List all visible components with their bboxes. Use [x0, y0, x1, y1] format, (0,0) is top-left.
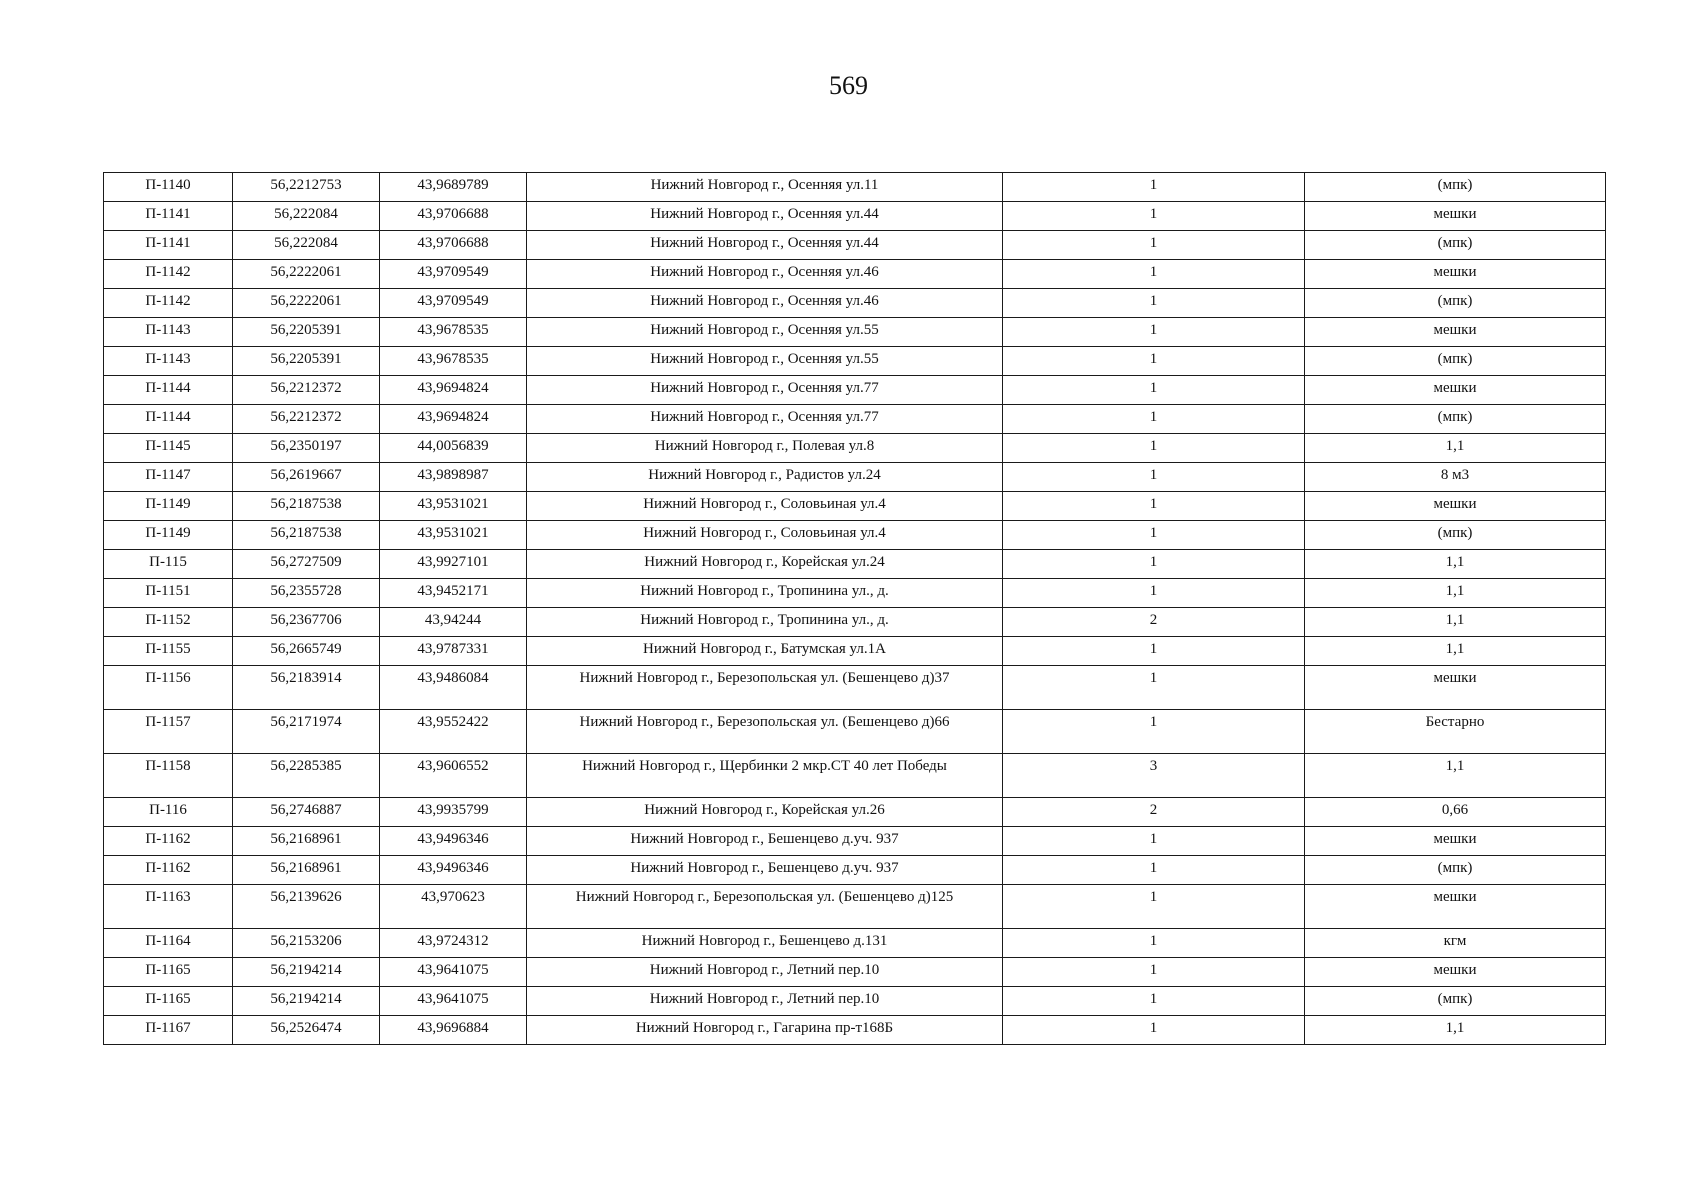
address-cell: Нижний Новгород г., Батумская ул.1А: [527, 637, 1003, 666]
table-row: [104, 260, 1606, 289]
container-type-cell: (мпк): [1305, 173, 1606, 202]
container-type-cell: 1,1: [1305, 1016, 1606, 1045]
latitude-cell: 56,2153206: [233, 929, 380, 958]
container-type-cell: мешки: [1305, 885, 1606, 929]
table-row: [104, 608, 1606, 637]
longitude-cell: 43,9678535: [380, 318, 527, 347]
container-type-cell: мешки: [1305, 202, 1606, 231]
point-id-cell: П-115: [104, 550, 233, 579]
container-count-cell: 1: [1003, 434, 1305, 463]
latitude-cell: 56,2205391: [233, 318, 380, 347]
table-row: [104, 987, 1606, 1016]
container-count-cell: 1: [1003, 710, 1305, 754]
table-row: [104, 579, 1606, 608]
point-id-cell: П-1157: [104, 710, 233, 754]
container-type-cell: мешки: [1305, 318, 1606, 347]
table-row: [104, 202, 1606, 231]
latitude-cell: 56,2285385: [233, 754, 380, 798]
address-cell: Нижний Новгород г., Полевая ул.8: [527, 434, 1003, 463]
latitude-cell: 56,2619667: [233, 463, 380, 492]
container-count-cell: 1: [1003, 347, 1305, 376]
container-count-cell: 1: [1003, 666, 1305, 710]
longitude-cell: 43,9496346: [380, 827, 527, 856]
address-cell: Нижний Новгород г., Летний пер.10: [527, 958, 1003, 987]
longitude-cell: 43,9689789: [380, 173, 527, 202]
container-count-cell: 1: [1003, 318, 1305, 347]
container-type-cell: (мпк): [1305, 987, 1606, 1016]
table-row: [104, 231, 1606, 260]
table-row: [104, 434, 1606, 463]
longitude-cell: 43,9724312: [380, 929, 527, 958]
table-row: [104, 173, 1606, 202]
address-cell: Нижний Новгород г., Осенняя ул.46: [527, 260, 1003, 289]
latitude-cell: 56,2727509: [233, 550, 380, 579]
table-row: [104, 958, 1606, 987]
latitude-cell: 56,2168961: [233, 827, 380, 856]
container-type-cell: (мпк): [1305, 231, 1606, 260]
latitude-cell: 56,2355728: [233, 579, 380, 608]
container-count-cell: 1: [1003, 929, 1305, 958]
address-cell: Нижний Новгород г., Соловьиная ул.4: [527, 521, 1003, 550]
latitude-cell: 56,2168961: [233, 856, 380, 885]
address-cell: Нижний Новгород г., Осенняя ул.46: [527, 289, 1003, 318]
point-id-cell: П-1142: [104, 260, 233, 289]
latitude-cell: 56,222084: [233, 231, 380, 260]
container-type-cell: кгм: [1305, 929, 1606, 958]
table-row: [104, 318, 1606, 347]
longitude-cell: 43,9486084: [380, 666, 527, 710]
latitude-cell: 56,2222061: [233, 260, 380, 289]
container-count-cell: 1: [1003, 637, 1305, 666]
container-count-cell: 2: [1003, 608, 1305, 637]
latitude-cell: 56,2187538: [233, 492, 380, 521]
point-id-cell: П-1144: [104, 376, 233, 405]
latitude-cell: 56,2665749: [233, 637, 380, 666]
container-count-cell: 1: [1003, 579, 1305, 608]
point-id-cell: П-1141: [104, 231, 233, 260]
longitude-cell: 43,9496346: [380, 856, 527, 885]
address-cell: Нижний Новгород г., Березопольская ул. (Бешенцево д)37: [527, 666, 1003, 710]
point-id-cell: П-1162: [104, 856, 233, 885]
latitude-cell: 56,2526474: [233, 1016, 380, 1045]
point-id-cell: П-1142: [104, 289, 233, 318]
container-type-cell: (мпк): [1305, 856, 1606, 885]
container-type-cell: 0,66: [1305, 798, 1606, 827]
longitude-cell: 44,0056839: [380, 434, 527, 463]
point-id-cell: П-1143: [104, 318, 233, 347]
table-row: [104, 376, 1606, 405]
longitude-cell: 43,9641075: [380, 958, 527, 987]
point-id-cell: П-1167: [104, 1016, 233, 1045]
container-count-cell: 1: [1003, 202, 1305, 231]
address-cell: Нижний Новгород г., Щербинки 2 мкр.СТ 40 лет Победы: [527, 754, 1003, 798]
container-count-cell: 1: [1003, 1016, 1305, 1045]
page-number: 569: [829, 71, 868, 100]
address-cell: Нижний Новгород г., Корейская ул.24: [527, 550, 1003, 579]
longitude-cell: 43,9694824: [380, 376, 527, 405]
container-type-cell: 8 м3: [1305, 463, 1606, 492]
container-count-cell: 3: [1003, 754, 1305, 798]
longitude-cell: 43,9709549: [380, 260, 527, 289]
table-row: [104, 521, 1606, 550]
address-cell: Нижний Новгород г., Осенняя ул.44: [527, 202, 1003, 231]
point-id-cell: П-1165: [104, 958, 233, 987]
address-cell: Нижний Новгород г., Березопольская ул. (Бешенцево д)125: [527, 885, 1003, 929]
container-type-cell: (мпк): [1305, 347, 1606, 376]
latitude-cell: 56,222084: [233, 202, 380, 231]
container-count-cell: 1: [1003, 550, 1305, 579]
longitude-cell: 43,9694824: [380, 405, 527, 434]
longitude-cell: 43,970623: [380, 885, 527, 929]
point-id-cell: П-1145: [104, 434, 233, 463]
latitude-cell: 56,2183914: [233, 666, 380, 710]
table-row: [104, 463, 1606, 492]
longitude-cell: 43,9552422: [380, 710, 527, 754]
container-type-cell: Бестарно: [1305, 710, 1606, 754]
latitude-cell: 56,2187538: [233, 521, 380, 550]
point-id-cell: П-1162: [104, 827, 233, 856]
table-row: [104, 1016, 1606, 1045]
point-id-cell: П-1149: [104, 521, 233, 550]
container-type-cell: мешки: [1305, 666, 1606, 710]
container-type-cell: мешки: [1305, 260, 1606, 289]
container-count-cell: 1: [1003, 231, 1305, 260]
longitude-cell: 43,9678535: [380, 347, 527, 376]
table-row: [104, 885, 1606, 929]
address-cell: Нижний Новгород г., Осенняя ул.44: [527, 231, 1003, 260]
address-cell: Нижний Новгород г., Гагарина пр-т168Б: [527, 1016, 1003, 1045]
container-type-cell: мешки: [1305, 492, 1606, 521]
address-cell: Нижний Новгород г., Осенняя ул.55: [527, 347, 1003, 376]
container-type-cell: (мпк): [1305, 289, 1606, 318]
container-type-cell: 1,1: [1305, 637, 1606, 666]
table-row: [104, 405, 1606, 434]
address-cell: Нижний Новгород г., Радистов ул.24: [527, 463, 1003, 492]
address-cell: Нижний Новгород г., Осенняя ул.77: [527, 376, 1003, 405]
latitude-cell: 56,2367706: [233, 608, 380, 637]
registry-table: [103, 172, 1606, 1045]
longitude-cell: 43,9706688: [380, 231, 527, 260]
container-count-cell: 1: [1003, 289, 1305, 318]
container-count-cell: 1: [1003, 463, 1305, 492]
container-type-cell: мешки: [1305, 376, 1606, 405]
table-row: [104, 492, 1606, 521]
longitude-cell: 43,9531021: [380, 492, 527, 521]
table-row: [104, 347, 1606, 376]
address-cell: Нижний Новгород г., Осенняя ул.55: [527, 318, 1003, 347]
container-type-cell: 1,1: [1305, 754, 1606, 798]
address-cell: Нижний Новгород г., Бешенцево д.131: [527, 929, 1003, 958]
latitude-cell: 56,2350197: [233, 434, 380, 463]
container-count-cell: 1: [1003, 987, 1305, 1016]
container-count-cell: 1: [1003, 958, 1305, 987]
table-row: [104, 827, 1606, 856]
container-type-cell: 1,1: [1305, 608, 1606, 637]
container-count-cell: 1: [1003, 173, 1305, 202]
latitude-cell: 56,2746887: [233, 798, 380, 827]
longitude-cell: 43,9706688: [380, 202, 527, 231]
point-id-cell: П-1155: [104, 637, 233, 666]
address-cell: Нижний Новгород г., Соловьиная ул.4: [527, 492, 1003, 521]
latitude-cell: 56,2205391: [233, 347, 380, 376]
container-count-cell: 1: [1003, 492, 1305, 521]
point-id-cell: П-1143: [104, 347, 233, 376]
container-count-cell: 1: [1003, 405, 1305, 434]
address-cell: Нижний Новгород г., Тропинина ул., д.: [527, 608, 1003, 637]
address-cell: Нижний Новгород г., Бешенцево д.уч. 937: [527, 856, 1003, 885]
address-cell: Нижний Новгород г., Березопольская ул. (Бешенцево д)66: [527, 710, 1003, 754]
point-id-cell: П-1147: [104, 463, 233, 492]
container-count-cell: 1: [1003, 827, 1305, 856]
longitude-cell: 43,9709549: [380, 289, 527, 318]
point-id-cell: П-1144: [104, 405, 233, 434]
longitude-cell: 43,9898987: [380, 463, 527, 492]
table-row: [104, 637, 1606, 666]
longitude-cell: 43,9531021: [380, 521, 527, 550]
point-id-cell: П-1151: [104, 579, 233, 608]
point-id-cell: П-1163: [104, 885, 233, 929]
latitude-cell: 56,2194214: [233, 958, 380, 987]
address-cell: Нижний Новгород г., Осенняя ул.11: [527, 173, 1003, 202]
longitude-cell: 43,9696884: [380, 1016, 527, 1045]
point-id-cell: П-1141: [104, 202, 233, 231]
latitude-cell: 56,2139626: [233, 885, 380, 929]
longitude-cell: 43,9641075: [380, 987, 527, 1016]
container-count-cell: 2: [1003, 798, 1305, 827]
container-type-cell: 1,1: [1305, 550, 1606, 579]
table-row: [104, 289, 1606, 318]
table-row: [104, 798, 1606, 827]
container-type-cell: 1,1: [1305, 579, 1606, 608]
address-cell: Нижний Новгород г., Летний пер.10: [527, 987, 1003, 1016]
container-count-cell: 1: [1003, 521, 1305, 550]
point-id-cell: П-1164: [104, 929, 233, 958]
address-cell: Нижний Новгород г., Бешенцево д.уч. 937: [527, 827, 1003, 856]
latitude-cell: 56,2212372: [233, 376, 380, 405]
container-count-cell: 1: [1003, 856, 1305, 885]
table-row: [104, 856, 1606, 885]
longitude-cell: 43,9452171: [380, 579, 527, 608]
container-type-cell: мешки: [1305, 958, 1606, 987]
container-type-cell: (мпк): [1305, 405, 1606, 434]
container-type-cell: мешки: [1305, 827, 1606, 856]
point-id-cell: П-1156: [104, 666, 233, 710]
container-count-cell: 1: [1003, 885, 1305, 929]
longitude-cell: 43,9787331: [380, 637, 527, 666]
container-type-cell: 1,1: [1305, 434, 1606, 463]
point-id-cell: П-116: [104, 798, 233, 827]
address-cell: Нижний Новгород г., Тропинина ул., д.: [527, 579, 1003, 608]
longitude-cell: 43,9927101: [380, 550, 527, 579]
address-cell: Нижний Новгород г., Корейская ул.26: [527, 798, 1003, 827]
latitude-cell: 56,2212372: [233, 405, 380, 434]
table-row: [104, 929, 1606, 958]
point-id-cell: П-1140: [104, 173, 233, 202]
point-id-cell: П-1152: [104, 608, 233, 637]
container-count-cell: 1: [1003, 376, 1305, 405]
table-row: [104, 550, 1606, 579]
container-count-cell: 1: [1003, 260, 1305, 289]
table-row: [104, 666, 1606, 710]
table-row: [104, 754, 1606, 798]
longitude-cell: 43,9606552: [380, 754, 527, 798]
point-id-cell: П-1165: [104, 987, 233, 1016]
container-type-cell: (мпк): [1305, 521, 1606, 550]
address-cell: Нижний Новгород г., Осенняя ул.77: [527, 405, 1003, 434]
latitude-cell: 56,2194214: [233, 987, 380, 1016]
longitude-cell: 43,9935799: [380, 798, 527, 827]
latitude-cell: 56,2171974: [233, 710, 380, 754]
latitude-cell: 56,2222061: [233, 289, 380, 318]
point-id-cell: П-1158: [104, 754, 233, 798]
latitude-cell: 56,2212753: [233, 173, 380, 202]
table-row: [104, 710, 1606, 754]
longitude-cell: 43,94244: [380, 608, 527, 637]
registry-table-body: [104, 173, 1606, 1045]
point-id-cell: П-1149: [104, 492, 233, 521]
